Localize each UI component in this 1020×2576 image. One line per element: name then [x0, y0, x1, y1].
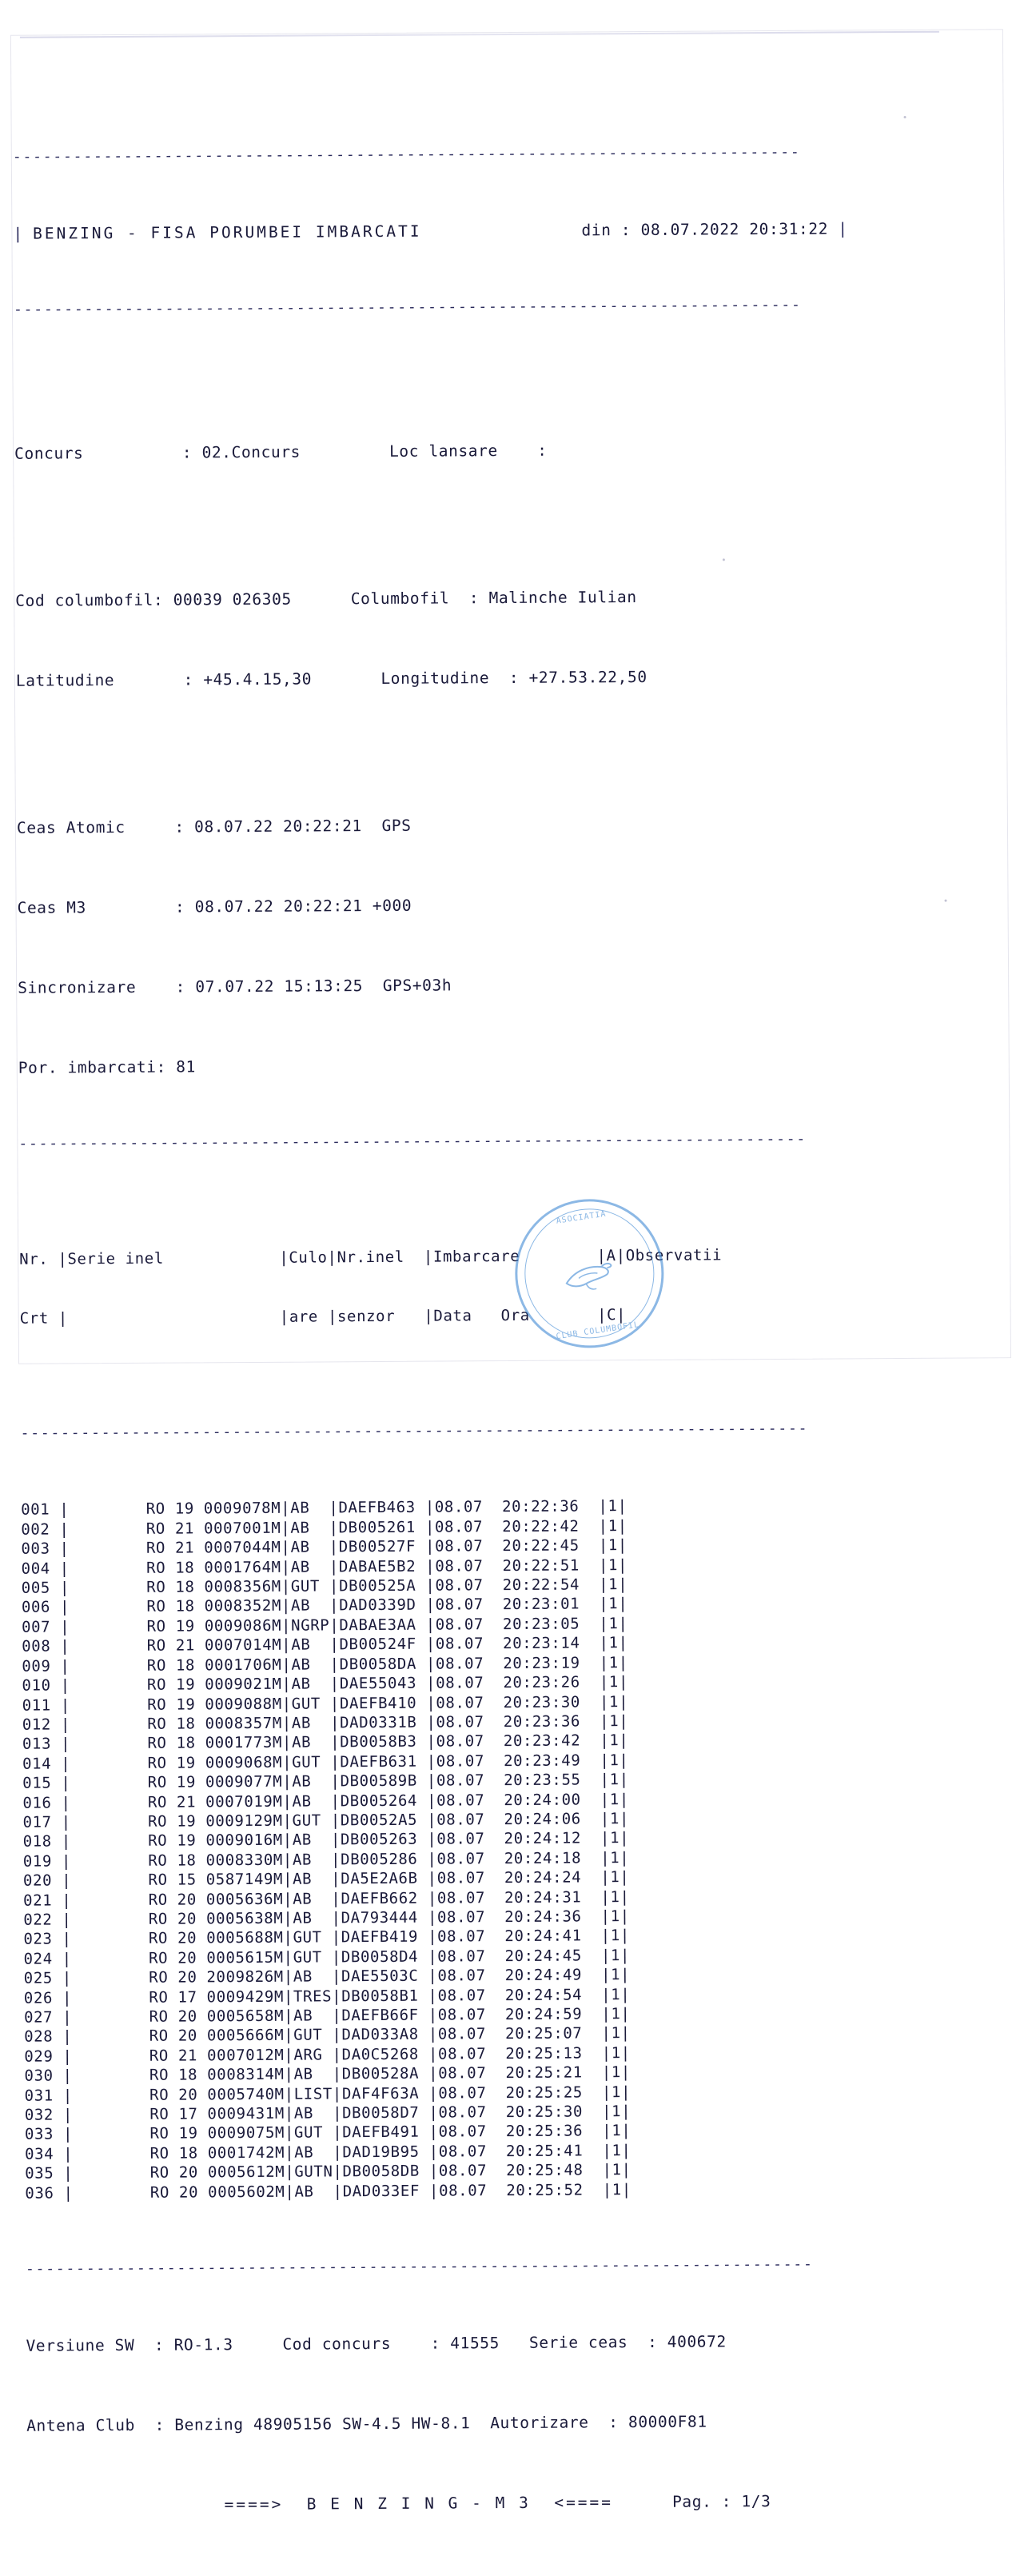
header-date-value: 08.07.2022 20:31:22: [640, 219, 829, 239]
header-right-bar: |: [827, 219, 848, 238]
table-row: 023 | RO 20 0005688M|GUT |DAEFB419 |08.07 20:24:41 |1|: [23, 1927, 630, 1949]
table-row: 007 | RO 19 0009086M|NGRP|DABAE3AA |08.07 20:23:05 |1|: [21, 1614, 628, 1636]
ceas-m3-label: Ceas M3: [17, 898, 87, 917]
concurs-label: Concurs: [14, 444, 84, 463]
table-row: 018 | RO 19 0009016M|AB |DB005263 |08.07 20:24:12 |1|: [22, 1829, 630, 1851]
autorizare-value: : 80000F81: [608, 2412, 707, 2432]
footer-row-3: [27, 2490, 986, 2515]
table-row: 020 | RO 15 0587149M|AB |DA5E2A6B |08.07 20:24:24 |1|: [22, 1868, 630, 1890]
table-row: 014 | RO 19 0009068M|GUT |DAEFB631 |08.07 20:23:49 |1|: [22, 1751, 629, 1773]
rule-top: ------------------------------------------------------------------------------: [12, 143, 801, 166]
table-row: 031 | RO 20 0005740M|LIST|DAF4F63A |08.07 20:25:25 |1|: [24, 2083, 632, 2105]
info-row-sincronizare: [18, 972, 977, 997]
cod-columbofil-label: Cod columbofil:: [15, 590, 164, 610]
document-header: [13, 218, 972, 243]
info-row-cod-columbofil: [15, 585, 974, 610]
table-row: 033 | RO 19 0009075M|GUT |DAEFB491 |08.07 20:25:36 |1|: [24, 2122, 632, 2144]
table-row: 017 | RO 19 0009129M|GUT |DB0052A5 |08.07 20:24:06 |1|: [22, 1810, 630, 1831]
stamp-bottom-text: CLUB COLUMBOFIL: [556, 1320, 640, 1342]
page-title: BENZING - FISA PORUMBEI IMBARCATI: [33, 222, 422, 243]
info-row-concurs: [14, 437, 974, 463]
por-imbarcati-value: 81: [176, 1057, 196, 1076]
rule-under-title: ------------------------------------------------------------------------------: [13, 296, 802, 318]
table-row: 015 | RO 19 0009077M|AB |DB00589B |08.07 20:23:55 |1|: [22, 1771, 629, 1792]
stamp-top-text: ASOCIATIA: [556, 1209, 608, 1226]
antena-club-label: Antena Club: [26, 2415, 135, 2435]
table-row: 026 | RO 17 0009429M|TRES|DB0058B1 |08.07 20:24:54 |1|: [23, 1985, 631, 2007]
cod-concurs-value: : 41555: [430, 2334, 500, 2353]
table-row: 024 | RO 20 0005615M|GUT |DB0058D4 |08.07 20:24:45 |1|: [23, 1946, 631, 1968]
table-row: 003 | RO 21 0007044M|AB |DB00527F |08.07 20:22:45 |1|: [21, 1536, 628, 1559]
info-row-por-imbarcati: [18, 1052, 978, 1077]
table-header-line-2: Crt | |are |senzor |Data Ora |C|: [19, 1305, 627, 1328]
table-row: 029 | RO 21 0007012M|ARG |DA0C5268 |08.07 20:25:13 |1|: [24, 2043, 631, 2066]
table-row: 021 | RO 20 0005636M|AB |DAEFB662 |08.07 20:24:31 |1|: [23, 1887, 630, 1910]
autorizare-label: Autorizare: [490, 2413, 589, 2433]
table-row: 030 | RO 18 0008314M|AB |DB00528A |08.07 20:25:21 |1|: [24, 2063, 632, 2085]
header-date-label: din :: [581, 221, 632, 240]
table-row: 012 | RO 18 0008357M|AB |DAD0331B |08.07 20:23:36 |1|: [22, 1712, 629, 1734]
table-row: 004 | RO 18 0001764M|AB |DABAE5B2 |08.07 20:22:51 |1|: [21, 1556, 628, 1578]
table-row: 028 | RO 20 0005666M|GUT |DAD033A8 |08.07 20:25:07 |1|: [24, 2024, 631, 2047]
table-row: 025 | RO 20 2009826M|AB |DAE5503C |08.07 20:24:49 |1|: [23, 1966, 631, 1987]
loc-lansare-label: Loc lansare: [388, 441, 498, 461]
table-row: 019 | RO 18 0008330M|AB |DB005286 |08.07 20:24:18 |1|: [22, 1848, 630, 1871]
footer-row-2: [26, 2410, 986, 2435]
ceas-atomic-label: Ceas Atomic: [16, 817, 126, 837]
header-left-bar: |: [13, 224, 34, 243]
table-row: 022 | RO 20 0005638M|AB |DA793444 |08.07 20:24:36 |1|: [23, 1907, 630, 1929]
table-row: 034 | RO 18 0001742M|AB |DAD19B95 |08.07 20:25:41 |1|: [25, 2141, 632, 2163]
ceas-atomic-value: : 08.07.22 20:22:21 GPS: [174, 816, 412, 837]
table-header: [19, 1204, 979, 1368]
pag-label: Pag. :: [671, 2492, 732, 2511]
table-row: 001 | RO 19 0009078M|AB |DAEFB463 |08.07 20:22:36 |1|: [21, 1497, 628, 1520]
table-row: 009 | RO 18 0001706M|AB |DB0058DA |08.07 20:23:19 |1|: [22, 1653, 628, 1675]
table-row: 008 | RO 21 0007014M|AB |DB00524F |08.07 20:23:14 |1|: [22, 1634, 628, 1656]
table-row: 006 | RO 18 0008352M|AB |DAD0339D |08.07 20:23:01 |1|: [21, 1595, 628, 1617]
latitudine-label: Latitudine: [15, 671, 115, 690]
table-row: 035 | RO 20 0005612M|GUTN|DB0058DB |08.07 20:25:48 |1|: [25, 2161, 632, 2183]
sincronizare-value: : 07.07.22 15:13:25 GPS+03h: [175, 976, 452, 996]
table-row: 002 | RO 21 0007001M|AB |DB005261 |08.07 20:22:42 |1|: [21, 1516, 628, 1539]
table-row: 032 | RO 17 0009431M|AB |DB0058D7 |08.07 20:25:30 |1|: [24, 2103, 632, 2124]
cod-columbofil-value: 00039 026305: [173, 589, 292, 609]
pigeon-icon: [555, 1248, 624, 1299]
por-imbarcati-label: Por. imbarcati:: [18, 1057, 166, 1077]
table-row: 011 | RO 19 0009088M|GUT |DAEFB410 |08.07 20:23:30 |1|: [22, 1692, 629, 1715]
antena-club-value: : Benzing 48905156 SW-4.5 HW-8.1: [154, 2414, 471, 2434]
table-row: 016 | RO 21 0007019M|AB |DB005264 |08.07 20:24:00 |1|: [22, 1790, 629, 1812]
columbofil-value: : Malinche Iulian: [468, 588, 637, 608]
versiune-sw-label: Versiune SW: [26, 2335, 135, 2355]
table-row: 027 | RO 20 0005658M|AB |DAEFB66F |08.07 20:24:59 |1|: [23, 2005, 631, 2027]
versiune-sw-value: : RO-1.3: [153, 2335, 233, 2354]
table-header-line-1: Nr. |Serie inel |Culo|Nr.inel |Imbarcare |A|Observatii: [19, 1246, 723, 1268]
document-body: [12, 85, 986, 2575]
table-row: 010 | RO 19 0009021M|AB |DAE55043 |08.07 20:23:26 |1|: [22, 1673, 629, 1695]
table-body: [21, 1495, 984, 2203]
info-row-ceas-m3: [17, 892, 976, 917]
longitudine-label: Longitudine: [381, 669, 490, 688]
cod-concurs-label: Cod concurs: [282, 2334, 392, 2354]
sincronizare-label: Sincronizare: [18, 977, 137, 997]
table-row: 005 | RO 18 0008356M|GUT |DB00525A |08.07 20:22:54 |1|: [21, 1576, 628, 1597]
rule-under-table-header: ------------------------------------------------------------------------------: [20, 1420, 809, 1443]
concurs-value: : 02.Concurs: [181, 442, 301, 462]
rule-under-table: ------------------------------------------------------------------------------: [25, 2255, 814, 2278]
columbofil-label: Columbofil: [350, 589, 450, 609]
longitudine-value: : +27.53.22,50: [508, 667, 647, 688]
table-row: 036 | RO 20 0005602M|AB |DAD033EF |08.07 20:25:52 |1|: [25, 2180, 632, 2203]
serie-ceas-value: : 400672: [647, 2332, 727, 2352]
ceas-m3-value: : 08.07.22 20:22:21 +000: [174, 896, 412, 917]
serie-ceas-label: Serie ceas: [528, 2333, 628, 2352]
info-row-ceas-atomic: [17, 812, 976, 837]
latitudine-value: : +45.4.15,30: [183, 669, 313, 689]
table-row: 013 | RO 18 0001773M|AB |DB0058B3 |08.07 20:23:42 |1|: [22, 1731, 629, 1754]
info-row-latitudine: [16, 665, 975, 690]
footer-row-1: [26, 2330, 985, 2355]
benzing-banner: ====> B E N Z I N G - M 3 <====: [224, 2493, 614, 2514]
rule-above-table: ------------------------------------------------------------------------------: [18, 1130, 807, 1152]
pag-value: 1/3: [741, 2492, 771, 2511]
loc-lansare-value: :: [537, 441, 548, 460]
